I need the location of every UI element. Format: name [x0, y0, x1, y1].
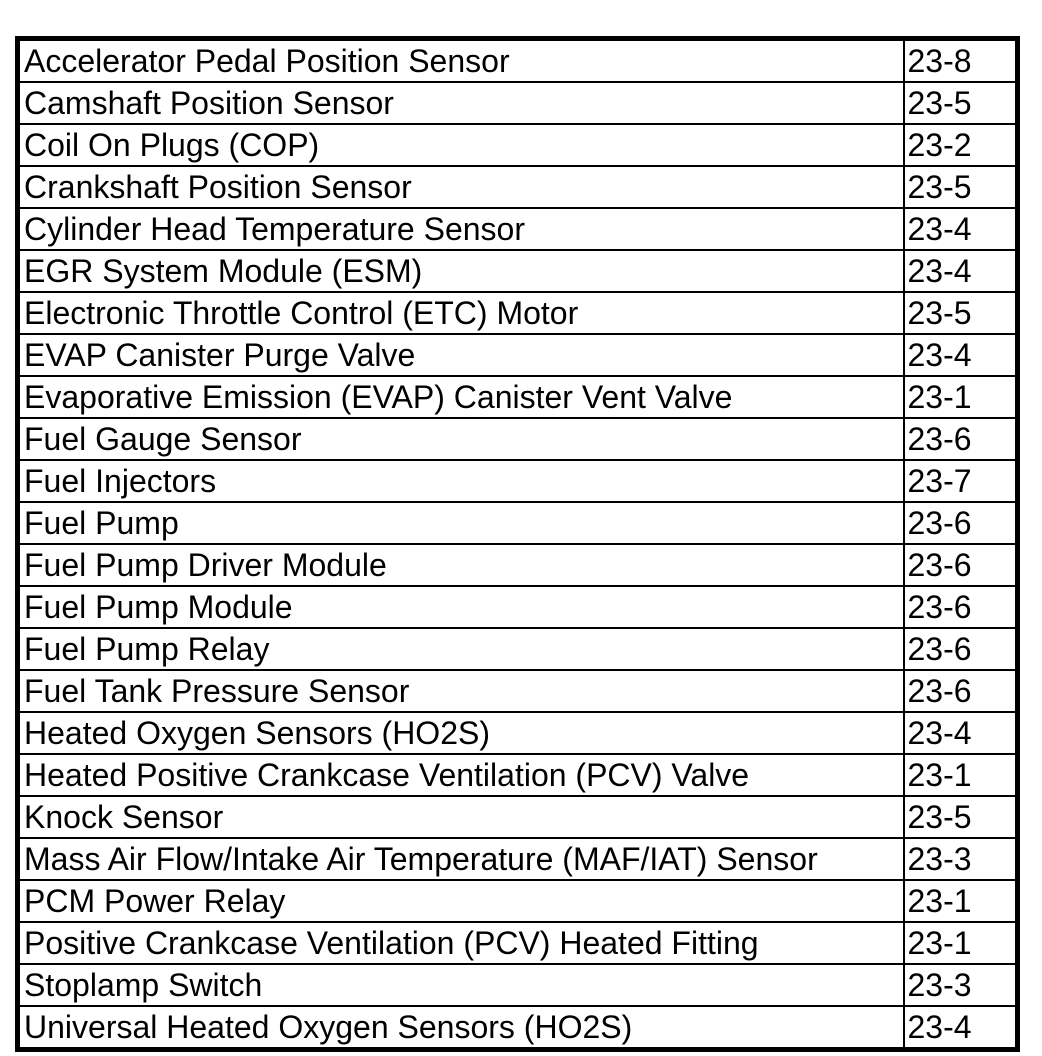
page-reference-cell: 23-3	[904, 838, 1018, 880]
page-reference-cell: 23-6	[904, 628, 1018, 670]
table-row	[18, 460, 1018, 502]
table-row	[18, 208, 1018, 250]
table-row	[18, 334, 1018, 376]
component-name-cell: Evaporative Emission (EVAP) Canister Vent Valve	[18, 376, 904, 418]
page-reference-cell: 23-6	[904, 586, 1018, 628]
table-row	[18, 166, 1018, 208]
table-row	[18, 796, 1018, 838]
page-reference-cell: 23-5	[904, 292, 1018, 334]
component-name-cell: Knock Sensor	[18, 796, 904, 838]
component-name-cell: Fuel Injectors	[18, 460, 904, 502]
page-reference-cell: 23-4	[904, 712, 1018, 754]
component-name-cell: EVAP Canister Purge Valve	[18, 334, 904, 376]
component-name-cell: Camshaft Position Sensor	[18, 82, 904, 124]
page-reference-cell: 23-4	[904, 208, 1018, 250]
component-name-cell: Heated Oxygen Sensors (HO2S)	[18, 712, 904, 754]
table-row	[18, 712, 1018, 754]
component-index-table	[15, 36, 1020, 1052]
page-reference-cell: 23-8	[904, 39, 1018, 83]
table-row	[18, 250, 1018, 292]
table-row	[18, 838, 1018, 880]
table-row	[18, 376, 1018, 418]
table-row	[18, 922, 1018, 964]
page-reference-cell: 23-5	[904, 796, 1018, 838]
component-name-cell: EGR System Module (ESM)	[18, 250, 904, 292]
component-name-cell: Fuel Pump Module	[18, 586, 904, 628]
component-name-cell: Fuel Tank Pressure Sensor	[18, 670, 904, 712]
component-name-cell: Electronic Throttle Control (ETC) Motor	[18, 292, 904, 334]
page-reference-cell: 23-4	[904, 334, 1018, 376]
component-name-cell: Mass Air Flow/Intake Air Temperature (MAF/IAT) Sensor	[18, 838, 904, 880]
table-row	[18, 670, 1018, 712]
page-reference-cell: 23-2	[904, 124, 1018, 166]
component-name-cell: Coil On Plugs (COP)	[18, 124, 904, 166]
component-name-cell: Fuel Pump Driver Module	[18, 544, 904, 586]
table-row	[18, 82, 1018, 124]
page-reference-cell: 23-4	[904, 250, 1018, 292]
table-row	[18, 964, 1018, 1006]
component-name-cell: Crankshaft Position Sensor	[18, 166, 904, 208]
table-body	[18, 39, 1018, 1050]
component-name-cell: Stoplamp Switch	[18, 964, 904, 1006]
table-row	[18, 39, 1018, 83]
table-row	[18, 628, 1018, 670]
component-name-cell: Heated Positive Crankcase Ventilation (PCV) Valve	[18, 754, 904, 796]
page-reference-cell: 23-4	[904, 1006, 1018, 1050]
component-name-cell: Cylinder Head Temperature Sensor	[18, 208, 904, 250]
table-row	[18, 544, 1018, 586]
page-reference-cell: 23-3	[904, 964, 1018, 1006]
page-reference-cell: 23-1	[904, 880, 1018, 922]
table-row	[18, 1006, 1018, 1050]
component-name-cell: Fuel Pump Relay	[18, 628, 904, 670]
table-row	[18, 586, 1018, 628]
page-reference-cell: 23-1	[904, 376, 1018, 418]
page-reference-cell: 23-7	[904, 460, 1018, 502]
table-row	[18, 880, 1018, 922]
page-reference-cell: 23-6	[904, 670, 1018, 712]
table-row	[18, 754, 1018, 796]
page-reference-cell: 23-5	[904, 166, 1018, 208]
component-name-cell: Universal Heated Oxygen Sensors (HO2S)	[18, 1006, 904, 1050]
table-row	[18, 418, 1018, 460]
page-reference-cell: 23-6	[904, 544, 1018, 586]
table-row	[18, 502, 1018, 544]
page-reference-cell: 23-5	[904, 82, 1018, 124]
component-name-cell: Fuel Pump	[18, 502, 904, 544]
component-name-cell: PCM Power Relay	[18, 880, 904, 922]
component-name-cell: Positive Crankcase Ventilation (PCV) Heated Fitting	[18, 922, 904, 964]
page-reference-cell: 23-6	[904, 418, 1018, 460]
component-name-cell: Fuel Gauge Sensor	[18, 418, 904, 460]
table-row	[18, 124, 1018, 166]
page-reference-cell: 23-6	[904, 502, 1018, 544]
component-name-cell: Accelerator Pedal Position Sensor	[18, 39, 904, 83]
page-reference-cell: 23-1	[904, 922, 1018, 964]
page-reference-cell: 23-1	[904, 754, 1018, 796]
table-row	[18, 292, 1018, 334]
